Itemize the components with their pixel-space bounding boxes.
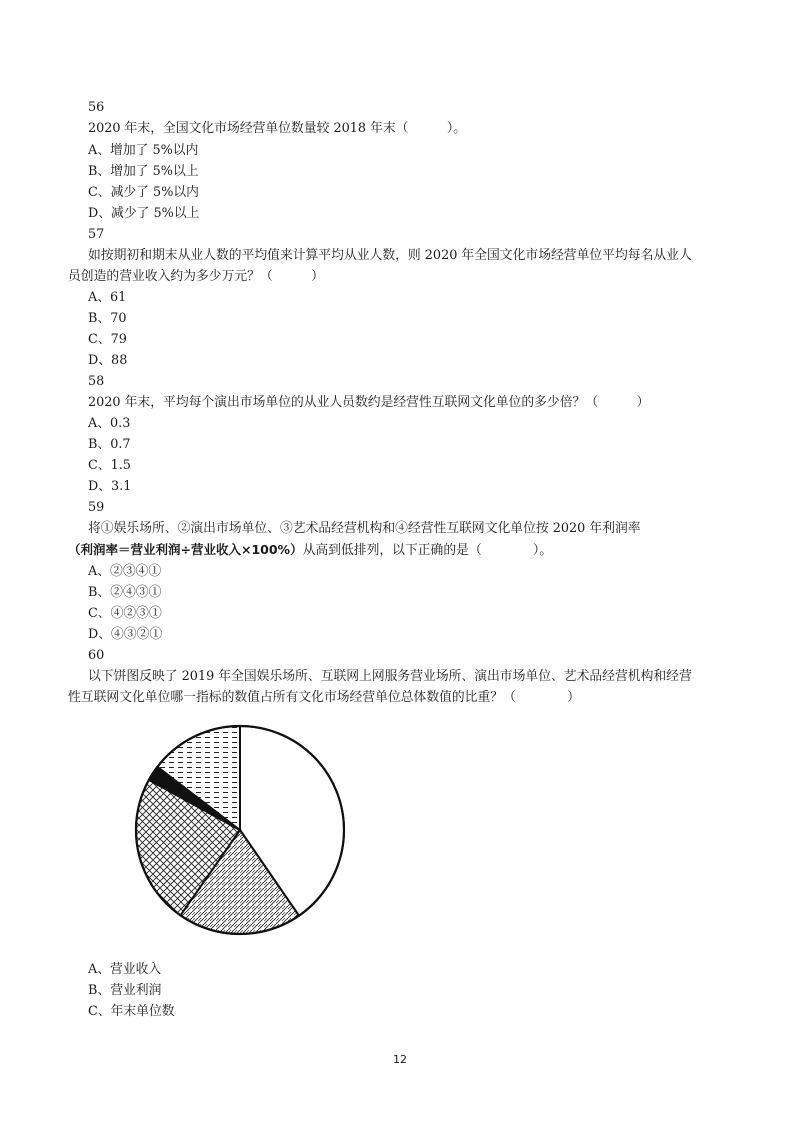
- question-stem: 以下饼图反映了 2019 年全国娱乐场所、互联网上网服务营业场所、演出市场单位、艺术品经营机构和经营: [88, 669, 692, 684]
- question-stem-continued: [68, 542, 552, 559]
- question-stem: 2020 年末，平均每个演出市场单位的从业人员数约是经营性互联网文化单位的多少倍？（ ）: [88, 395, 650, 410]
- profit-rate-formula: （利润率＝营业利润÷营业收入×100%）: [68, 542, 303, 557]
- option-b: B、70: [88, 311, 127, 326]
- option-d: D、减少了 5%以上: [88, 206, 200, 221]
- question-stem-tail: 从高到低排列，以下正确的是（ ）。: [302, 543, 553, 558]
- option-c: C、减少了 5%以内: [88, 185, 199, 200]
- page-number: 12: [393, 1053, 407, 1066]
- question-stem: 如按期初和期末从业人数的平均值来计算平均从业人数，则 2020 年全国文化市场经营单位平均每名从业人: [88, 248, 692, 263]
- option-d: D、④③②①: [88, 627, 163, 642]
- option-b: B、增加了 5%以上: [88, 164, 199, 179]
- question-stem: 2020 年末，全国文化市场经营单位数量较 2018 年末（ ）。: [88, 121, 467, 136]
- option-a: A、营业收入: [88, 962, 162, 977]
- option-c: C、1.5: [88, 458, 131, 473]
- question-stem-continued: 性互联网文化单位哪一指标的数值占所有文化市场经营单位总体数值的比重？（ ）: [68, 690, 580, 705]
- option-a: A、②③④①: [88, 564, 162, 579]
- question-number: 60: [88, 648, 105, 663]
- pie-slices: [136, 726, 344, 934]
- pie-chart: [132, 720, 350, 940]
- option-a: A、0.3: [88, 416, 131, 431]
- question-number: 59: [88, 500, 105, 515]
- option-d: D、3.1: [88, 479, 132, 494]
- question-number: 56: [88, 100, 105, 115]
- question-stem-continued: 员创造的营业收入约为多少万元？（ ）: [68, 269, 324, 284]
- option-b: B、②④③①: [88, 585, 162, 600]
- option-c: C、79: [88, 332, 127, 347]
- option-a: A、61: [88, 290, 127, 305]
- question-stem: 将①娱乐场所、②演出市场单位、③艺术品经营机构和④经营性互联网文化单位按 2020 年利润率: [88, 521, 641, 536]
- question-number: 57: [88, 227, 105, 242]
- option-b: B、营业利润: [88, 983, 162, 998]
- option-a: A、增加了 5%以内: [88, 143, 199, 158]
- question-number: 58: [88, 374, 105, 389]
- option-d: D、88: [88, 353, 128, 368]
- option-c: C、④②③①: [88, 606, 162, 621]
- option-c: C、年末单位数: [88, 1004, 175, 1019]
- option-b: B、0.7: [88, 437, 131, 452]
- pie-chart-svg: [132, 720, 350, 940]
